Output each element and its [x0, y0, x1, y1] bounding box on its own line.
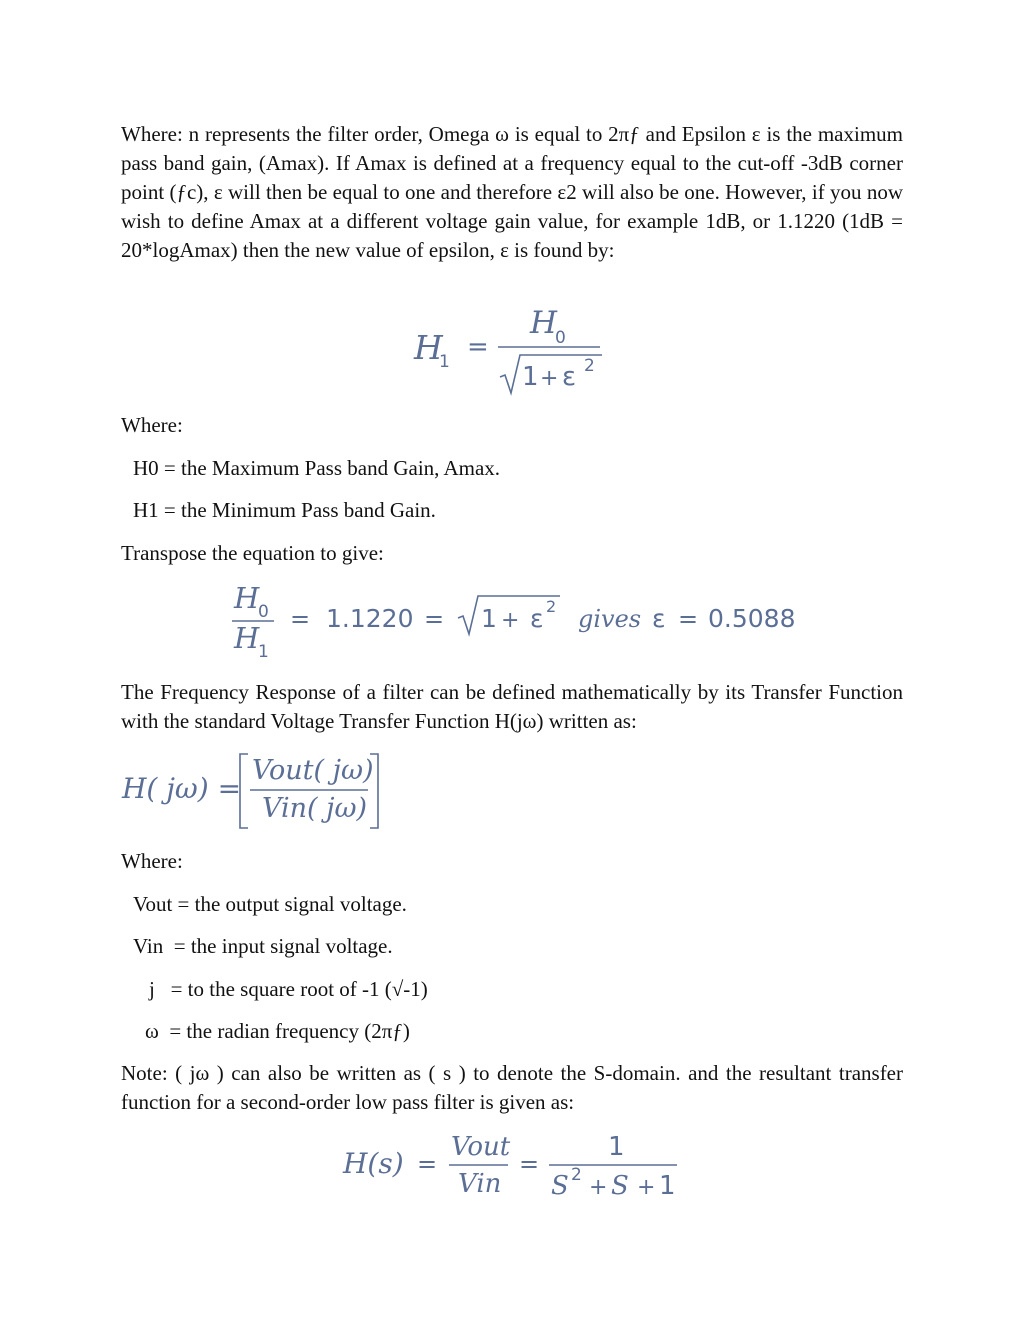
svg-text:H(s): H(s) [343, 1147, 404, 1180]
definition-omega: ω = the radian frequency (2πƒ) [145, 1019, 410, 1043]
svg-text:Vout: Vout [451, 1132, 511, 1162]
svg-text:ε: ε [530, 604, 544, 633]
svg-text:1.1220: 1.1220 [326, 604, 414, 633]
paragraph-filter-order: Where: n represents the filter order, Omega ω is equal to 2πƒ and Epsilon ε is the maximum pass band gain, (Amax). If Amax is defined at a frequency equal to the cut-off -3dB corner point (ƒc), ε will then be equal to one and therefore ε2 will also be one. However, if you now wish to define Amax at a different voltage gain value, for example 1dB, or 1.1220 (1dB = 20*logAmax) then the new value of epsilon, ε is found by: [121, 122, 903, 262]
svg-text:1: 1 [258, 642, 269, 662]
svg-text:+: + [589, 1175, 608, 1200]
svg-text:=: = [467, 332, 489, 362]
equation-second-order [343, 1128, 688, 1208]
where-label-1: Where: [121, 413, 183, 437]
svg-text:0: 0 [258, 602, 269, 622]
definition-vout: Vout = the output signal voltage. [133, 892, 407, 916]
definition-h0: H0 = the Maximum Pass band Gain, Amax. [133, 456, 501, 480]
svg-text:+: + [540, 366, 559, 391]
svg-text:Vout( jω): Vout( jω) [252, 755, 374, 786]
svg-text:H: H [234, 621, 260, 655]
paragraph-transfer-function: The Frequency Response of a filter can be defined mathematically by its Transfer Function with the standard Voltage Transfer Function H(jω) written as: [121, 680, 903, 733]
left-bracket [240, 754, 248, 828]
svg-text:2: 2 [571, 1165, 582, 1185]
svg-text:2: 2 [546, 597, 557, 616]
svg-text:H: H [414, 328, 443, 367]
svg-text:1: 1 [439, 352, 450, 372]
svg-text:0.5088: 0.5088 [708, 604, 796, 633]
svg-text:gives: gives [578, 605, 642, 633]
svg-text:ε: ε [562, 362, 577, 392]
svg-text:S: S [551, 1171, 569, 1201]
svg-text:H: H [530, 305, 558, 341]
svg-text:=: = [424, 605, 445, 633]
svg-text:Vin( jω): Vin( jω) [262, 793, 368, 824]
where-label-2: Where: [121, 849, 183, 873]
svg-text:1: 1 [608, 1132, 625, 1162]
svg-text:=: = [519, 1150, 540, 1178]
svg-text:0: 0 [555, 328, 566, 348]
svg-text:ε: ε [652, 604, 666, 633]
svg-text:1: 1 [481, 604, 497, 633]
svg-text:H: H [234, 581, 260, 615]
equation-h1 [410, 305, 610, 400]
svg-text:+: + [637, 1175, 656, 1200]
definition-h1: H1 = the Minimum Pass band Gain. [133, 498, 436, 522]
svg-text:Vin: Vin [458, 1169, 502, 1199]
svg-text:1: 1 [522, 362, 539, 392]
transpose-label: Transpose the equation to give: [121, 541, 384, 565]
definition-vin: Vin = the input signal voltage. [133, 934, 393, 958]
svg-text:=: = [678, 605, 699, 633]
svg-text:1: 1 [659, 1171, 676, 1201]
svg-text:=: = [290, 605, 311, 633]
paragraph-note: Note: ( jω ) can also be written as ( s ) to denote the S-domain. and the resultant transfer function for a second-order low pass filter is given as: [121, 1061, 903, 1114]
svg-text:+: + [501, 608, 520, 633]
svg-text:H( jω) =: H( jω) = [122, 772, 242, 805]
equation-transfer-function [120, 750, 390, 832]
svg-text:S: S [611, 1171, 629, 1201]
svg-text:2: 2 [584, 356, 595, 376]
equation-epsilon [228, 580, 798, 662]
definition-j: j = to the square root of -1 (√-1) [149, 977, 428, 1001]
svg-text:=: = [417, 1150, 438, 1178]
